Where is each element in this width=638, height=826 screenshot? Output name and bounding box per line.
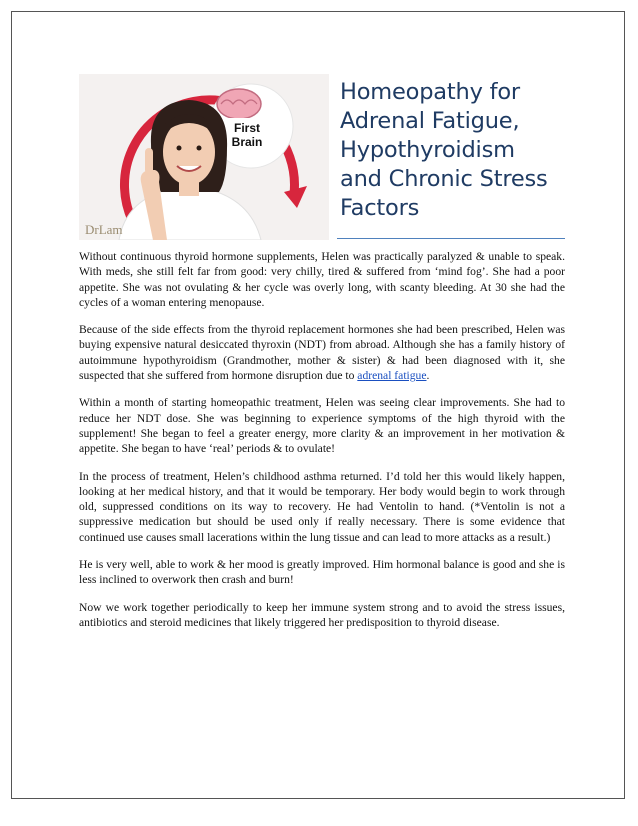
paragraph-5: He is very well, able to work & her mood is greatly improved. Him hormonal balance is good and she is less inclined to overwork then crash and burn! <box>79 558 565 587</box>
title-line-2: Adrenal Fatigue, <box>340 108 520 134</box>
woman-face <box>163 119 215 185</box>
brain-icon <box>217 89 261 119</box>
badge-text-first: First <box>233 121 261 135</box>
title-line-5: Factors <box>340 195 420 221</box>
paragraph-3: Within a month of starting homeopathic treatment, Helen was seeing clear improvements. She had to reduce her NDT dose. She was beginning to experience symptoms of the high thyroid with the supplement! She began to feel a greater energy, more clarity & an improvement in her motivation & appetite. She began to have ‘real’ periods & to ovulate! <box>79 396 565 456</box>
article-body <box>79 249 565 642</box>
paragraph-2 <box>79 322 565 383</box>
watermark-text: DrLam <box>85 222 123 237</box>
badge-text-brain: Brain <box>231 135 263 149</box>
title-underline <box>337 238 565 239</box>
document-title <box>340 78 565 223</box>
adrenal-fatigue-link[interactable]: adrenal fatigue <box>357 369 427 383</box>
paragraph-2-text: Because of the side effects from the thyroid replacement hormones she had been prescribed, Helen was buying expensive natural desiccated thyroxin (NDT) from abroad. Although she has a family history of autoimmune hypothyroidism (Grandmother, mother & sister) & had been diagnosed with it, she suspected that she suffered from hormone disruption due to <box>79 323 565 383</box>
hero-image <box>79 74 329 240</box>
paragraph-2-end: . <box>426 369 430 383</box>
title-line-4: and Chronic Stress <box>340 166 548 192</box>
title-line-3: Hypothyroidism <box>340 137 515 163</box>
title-line-1: Homeopathy for <box>340 79 520 105</box>
hero-illustration <box>79 74 329 240</box>
paragraph-4: In the process of treatment, Helen’s childhood asthma returned. I’d told her this would likely happen, looking at her medical history, and that it would be temporary. Her body would begin to work through old, suppressed conditions on its way to recovery. He had Ventolin to hand. (*Ventolin is not a suppressive medication but should be used only if really necessary. There is some evidence that continued use causes small lacerations within the lung tissue and can lead to more attacks as a result.) <box>79 469 565 544</box>
paragraph-1: Without continuous thyroid hormone supplements, Helen was practically paralyzed & unable to speak. With meds, she still felt far from good: very chilly, tired & suffered from ‘mind fog’. She had a poor appetite. She was not ovulating & her cycle was overly long, with scanty bleeding. At 30 she had the cycles of a woman entering menopause. <box>79 250 565 309</box>
paragraph-6: Now we work together periodically to keep her immune system strong and to avoid the stress issues, antibiotics and steroid medicines that likely triggered her predisposition to thyroid disease. <box>79 600 565 629</box>
